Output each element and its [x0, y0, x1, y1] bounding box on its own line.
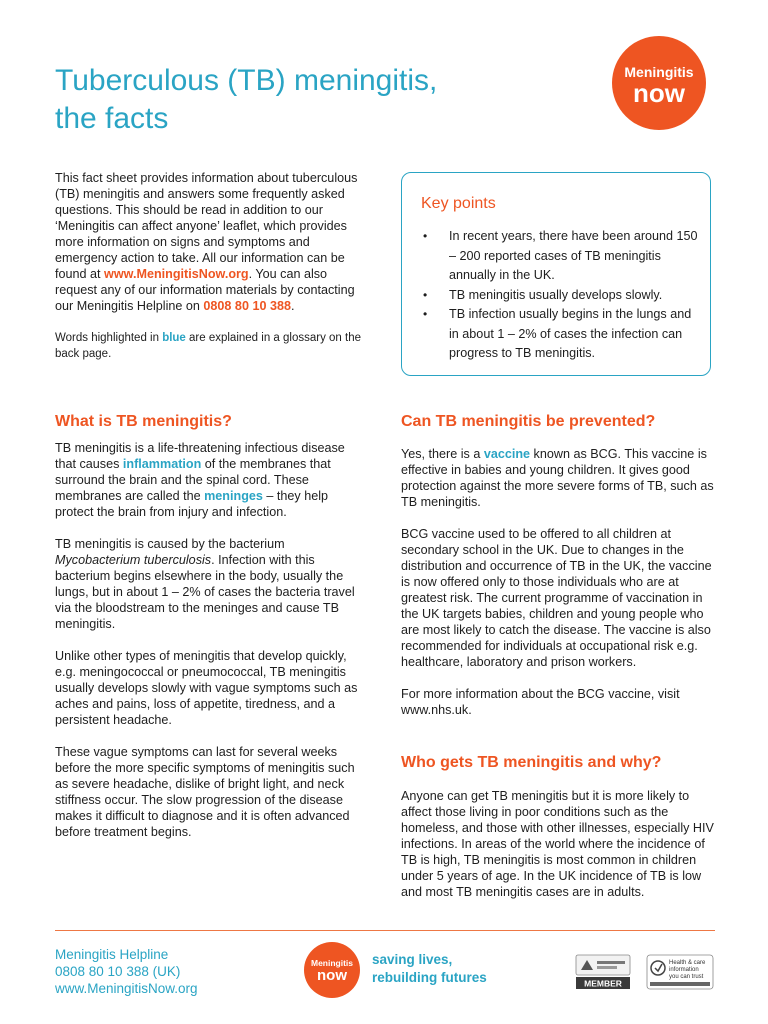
key-point-item: • In recent years, there have been around 150 – 200 reported cases of TB meningitis annually in the UK.: [423, 229, 698, 282]
prevented-paragraph-3: For more information about the BCG vaccine, visit www.nhs.uk.: [401, 687, 680, 717]
footer-logo-text-top: Meningitis: [310, 958, 354, 968]
prevented-paragraph-2: BCG vaccine used to be offered to all children at secondary school in the UK. Due to changes in the distribution and occurrence of TB in the UK, the vaccine is now offered only to those individuals who are at greatest risk. The current programme of vaccination in the UK targets babies, children and young people who are most likely to catch the disease. The vaccine is also recommended for individuals at occupational risk e.g. healthcare, laboratory and prison workers.: [401, 527, 712, 669]
what-is-heading: What is TB meningitis?: [55, 413, 232, 430]
page-title: [55, 62, 575, 138]
who-gets-heading: Who gets TB meningitis and why?: [401, 754, 662, 771]
prevented-paragraph-1: Yes, there is a vaccine known as BCG. This vaccine is effective in babies and young children. It gives good protection against the more severe forms of TB, such as TB meningitis.: [401, 447, 714, 509]
what-is-section: [55, 440, 365, 856]
member-badge-icon: [575, 954, 631, 990]
svg-text:Health & care: Health & care: [669, 960, 706, 966]
glossary-term-meninges: meninges: [204, 489, 263, 503]
glossary-note: Words highlighted in blue are explained in a glossary on the back page.: [55, 332, 361, 360]
title-line-1: Tuberculous (TB) meningitis,: [55, 64, 438, 97]
logo-text-bottom: now: [633, 78, 685, 108]
bullet-icon: •: [423, 229, 428, 243]
title-line-2: the facts: [55, 102, 169, 135]
key-point-item: • TB infection usually begins in the lungs and in about 1 – 2% of cases the infection can progress to TB meningitis.: [423, 307, 692, 360]
prevented-heading: Can TB meningitis be prevented?: [401, 413, 656, 430]
helpline-label: Meningitis Helpline: [55, 947, 169, 962]
who-gets-section: [401, 788, 715, 916]
information-standard-badge-icon: [646, 954, 714, 990]
footer-website-link[interactable]: www.MeningitisNow.org: [55, 981, 198, 996]
what-is-paragraph-2: TB meningitis is caused by the bacterium Mycobacterium tuberculosis. Infection with this bacterium begins elsewhere in the body, usually the lungs, but in about 1 – 2% of cases the bacteria travel via the bloodstream to the meninges and cause TB meningitis.: [55, 537, 355, 631]
member-badge-label: MEMBER: [584, 978, 622, 989]
meningitis-now-logo: [612, 36, 706, 130]
who-gets-paragraph: Anyone can get TB meningitis but it is more likely to affect those living in poor conditions such as the homeless, and those with other illnesses, especially HIV infections. In areas of the world where the incidence of TB is high, TB meningitis is most common in children under 5 years of age. In the UK incidence of TB is low and most TB meningitis cases are in adults.: [401, 789, 714, 899]
what-is-paragraph-4: These vague symptoms can last for several weeks before the more specific symptoms of meningitis such as severe headache, dislike of bright light, and neck stiffness occur. The slow progression of the disease makes it difficult to diagnose and it is often advanced before treatment begins.: [55, 745, 355, 839]
footer-tagline: saving lives, rebuilding futures: [372, 952, 487, 985]
footer-logo-text-bottom: now: [317, 967, 347, 984]
key-points-heading: Key points: [421, 195, 496, 212]
key-point-item: • TB meningitis usually develops slowly.: [421, 286, 701, 306]
intro-section: [55, 170, 365, 378]
svg-text:information: information: [669, 967, 699, 973]
footer-phone[interactable]: 0808 80 10 388 (UK): [55, 964, 181, 979]
key-points-list: [421, 227, 701, 364]
svg-text:you can trust: you can trust: [669, 974, 704, 980]
glossary-blue-word: blue: [162, 332, 186, 344]
key-points-box: [401, 172, 711, 376]
helpline-phone-link[interactable]: 0808 80 10 388: [203, 299, 291, 313]
footer-divider: [55, 930, 715, 931]
intro-paragraph: This fact sheet provides information about tuberculous (TB) meningitis and answers some frequently asked questions. This should be read in addition to our ‘Meningitis can affect anyone’ leaflet, which provides more information on signs and symptoms and emergency action to take. All our information can be found at www.MeningitisNow.org. You can also request any of our information materials by contacting our Meningitis Helpline on 0808 80 10 388.: [55, 171, 358, 313]
what-is-paragraph-3: Unlike other types of meningitis that develop quickly, e.g. meningococcal or pneumococcal, TB meningitis usually develops slowly with vague symptoms such as aches and pains, loss of appetite, tiredness, and a persistent headache.: [55, 649, 358, 727]
glossary-term-inflammation: inflammation: [122, 457, 202, 471]
footer-helpline: [55, 946, 198, 997]
glossary-term-vaccine: vaccine: [483, 447, 531, 461]
what-is-paragraph-1: TB meningitis is a life-threatening infectious disease that causes inflammation of the membranes that surround the brain and the spinal cord. These membranes are called the meninges – they help protect the brain from injury and infection.: [55, 441, 345, 519]
bullet-icon: •: [423, 287, 428, 302]
website-link[interactable]: www.MeningitisNow.org: [104, 267, 249, 281]
prevented-section: [401, 446, 715, 734]
footer-logo: [304, 942, 360, 998]
bullet-icon: •: [423, 307, 428, 321]
logo-text-top: Meningitis: [624, 64, 694, 80]
